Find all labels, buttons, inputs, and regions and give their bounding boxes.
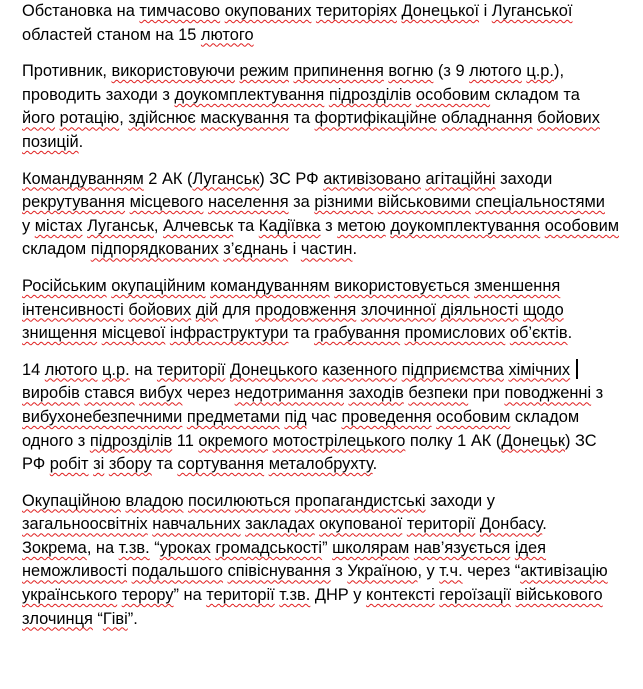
text-segment: через “ (462, 562, 521, 581)
spellcheck-word: з’єднань (223, 240, 289, 259)
spellcheck-word: території (206, 586, 275, 605)
spellcheck-word: щодо (522, 300, 564, 319)
spellcheck-word: особовим (415, 85, 491, 104)
spellcheck-word: місцевої (101, 324, 166, 343)
text-line (22, 0, 640, 24)
text-line (22, 168, 640, 192)
spellcheck-word: стався (84, 384, 135, 403)
spellcheck-word: поводженні (504, 384, 592, 403)
spellcheck-word: мотострілецького (272, 431, 406, 450)
spellcheck-word: підпорядкованих (90, 240, 219, 259)
spellcheck-word: промислових (404, 324, 506, 343)
spellcheck-word: вибух (139, 384, 183, 403)
spellcheck-word: режим (239, 62, 289, 81)
spellcheck-word: частин (300, 240, 353, 259)
text-segment: ”. (127, 609, 138, 628)
spellcheck-word: підрозділів (328, 85, 412, 104)
text-line (22, 275, 640, 299)
text-segment: Противник, (22, 62, 112, 81)
spellcheck-word: співіснування (227, 562, 331, 581)
text-line (22, 490, 640, 514)
spellcheck-word: території (406, 515, 476, 534)
spellcheck-word: героїзації (439, 586, 512, 605)
text-line (22, 322, 640, 346)
text-segment: ), (553, 62, 564, 81)
spellcheck-word: дій (195, 300, 219, 319)
text-segment: через (182, 384, 235, 403)
spellcheck-word: активізацію (520, 562, 608, 581)
spellcheck-word: місцевого (129, 193, 204, 212)
spellcheck-word: лютого (200, 25, 254, 44)
text-segment: . (567, 324, 573, 343)
spellcheck-word: спеціальностями (475, 193, 605, 212)
spellcheck-word: рекрутування (22, 193, 126, 212)
text-segment: РФ (22, 455, 50, 474)
spellcheck-word: населення (207, 193, 289, 212)
text-cursor (576, 359, 578, 379)
text-segment: з (330, 562, 348, 581)
spellcheck-word: навчальних (152, 515, 241, 534)
spellcheck-word: Донецької (401, 2, 480, 20)
spellcheck-word: т.ч. (439, 562, 463, 581)
spellcheck-word: містах (34, 216, 83, 235)
spellcheck-word: лютого (469, 62, 522, 81)
spellcheck-word: вогню (388, 62, 434, 81)
text-segment: 2 АК ( (143, 169, 193, 188)
spellcheck-word: інфраструктури (169, 324, 289, 343)
spellcheck-word: Кадіївка (258, 216, 321, 235)
text-segment: заходи у (425, 491, 495, 510)
spellcheck-word: Донецьк (501, 431, 565, 450)
paragraph-2[interactable] (22, 60, 640, 154)
text-segment: . (78, 132, 84, 151)
text-segment: у (22, 216, 35, 235)
spellcheck-word: окупованої (319, 515, 403, 534)
spellcheck-word: українського (22, 586, 118, 605)
spellcheck-word: Алчевськ (163, 216, 234, 235)
spellcheck-word: активізовано (323, 169, 421, 188)
text-line (22, 430, 640, 454)
spellcheck-word: ц.р. (526, 62, 554, 81)
spellcheck-word: інтенсивності (22, 300, 124, 319)
spellcheck-word: підрозділів (89, 431, 173, 450)
spellcheck-word: безпеки (408, 384, 469, 403)
text-line (22, 299, 640, 323)
spellcheck-word: зменшення (474, 276, 561, 295)
text-segment: полку 1 АК ( (405, 431, 502, 450)
text-line (22, 107, 640, 131)
text-segment: для (218, 300, 256, 319)
spellcheck-word: Донецького (229, 360, 318, 379)
spellcheck-word: різними (314, 193, 374, 212)
document-page[interactable] (22, 0, 640, 644)
spellcheck-word: злочинної (360, 300, 437, 319)
spellcheck-word: діяльності (440, 300, 519, 319)
spellcheck-word: недотримання (234, 384, 344, 403)
text-segment: складом та (490, 85, 580, 104)
spellcheck-word: бойових (128, 300, 192, 319)
text-line (22, 60, 640, 84)
spellcheck-word: нав’язується (413, 538, 511, 557)
spellcheck-word: використовується (334, 276, 470, 295)
spellcheck-word: проведення (341, 407, 432, 426)
spellcheck-word: використовуючи (111, 62, 235, 81)
spellcheck-word: обладнання (441, 109, 533, 128)
spellcheck-word: контексті (366, 586, 435, 605)
text-line (22, 359, 640, 383)
text-segment: і (479, 2, 492, 20)
spellcheck-word: ротацію (59, 109, 120, 128)
spellcheck-word: загальноосвітніх (22, 515, 148, 534)
text-segment: на (129, 360, 157, 379)
text-line (22, 406, 640, 430)
text-segment: заходи (495, 169, 553, 188)
text-line (22, 608, 640, 632)
spellcheck-word: Російським (22, 276, 107, 295)
text-segment: ) ЗС РФ (259, 169, 324, 188)
spellcheck-word: неможливості (22, 562, 128, 581)
text-segment: , на (86, 538, 119, 557)
spellcheck-word: металобрухту (268, 455, 373, 474)
spellcheck-word: агітаційні (425, 169, 496, 188)
text-segment: . (542, 515, 547, 534)
text-segment: ” на (173, 586, 207, 605)
spellcheck-word: предметами (186, 407, 280, 426)
paragraph-5[interactable] (22, 359, 640, 477)
spellcheck-word: посилюються (188, 491, 291, 510)
spellcheck-word: школярам (332, 538, 410, 557)
spellcheck-word: Луганської (491, 2, 573, 20)
spellcheck-word: військового (515, 586, 603, 605)
text-line (22, 84, 640, 108)
text-segment: Обстановка на (22, 2, 140, 20)
text-segment: , (119, 109, 129, 128)
text-line (22, 560, 640, 584)
spellcheck-word: здійснює (128, 109, 196, 128)
spellcheck-word: знищення (22, 324, 98, 343)
spellcheck-word: лютого (44, 360, 98, 379)
spellcheck-word: збору (108, 455, 152, 474)
spellcheck-word: Донбасу (479, 515, 543, 534)
text-line (22, 513, 640, 537)
spellcheck-word: громадськості (215, 538, 323, 557)
spellcheck-word: Гіві (102, 609, 128, 628)
spellcheck-word: його (22, 109, 56, 128)
text-segment: і (288, 240, 301, 259)
text-segment: 11 (172, 431, 199, 450)
text-segment: ) ЗС (565, 431, 597, 450)
text-segment: . (372, 455, 378, 474)
spellcheck-word: владою (125, 491, 184, 510)
text-segment: “ (92, 609, 103, 628)
spellcheck-word: бойових (537, 109, 600, 128)
paragraph-1[interactable] (22, 0, 640, 47)
text-line (22, 24, 640, 48)
text-line (22, 537, 640, 561)
spellcheck-word: робіт (49, 455, 89, 474)
spellcheck-word: об’єктів (509, 324, 568, 343)
text-segment: складом (22, 240, 91, 259)
spellcheck-word: Окупаційною (22, 491, 121, 510)
spellcheck-word: під (284, 407, 307, 426)
spellcheck-word: уроках (159, 538, 211, 557)
text-segment: з (320, 216, 338, 235)
text-segment: та (151, 455, 178, 474)
text-segment: ” (322, 538, 333, 557)
spellcheck-word: пропагандистські (294, 491, 426, 510)
spellcheck-word: доукомплектування (174, 85, 325, 104)
spellcheck-word: метою (337, 216, 386, 235)
spellcheck-word: Україною (347, 562, 418, 581)
spellcheck-word: окупованих (224, 2, 312, 20)
text-segment: (з 9 (433, 62, 470, 81)
text-line (22, 131, 640, 155)
text-segment: 14 (22, 360, 45, 379)
text-line (22, 215, 640, 239)
spellcheck-word: Зокрема (22, 538, 87, 557)
spellcheck-word: Луганськ (192, 169, 260, 188)
text-segment: ДНР у (310, 586, 367, 605)
spellcheck-word: окремого (198, 431, 269, 450)
text-segment: , у (417, 562, 440, 581)
text-segment: з (591, 384, 604, 403)
paragraph-6[interactable] (22, 490, 640, 632)
spellcheck-word: продовження (255, 300, 357, 319)
text-segment: , (153, 216, 163, 235)
spellcheck-word: територіях (315, 2, 397, 20)
text-segment: областей станом на 15 (22, 25, 201, 44)
text-segment: час (306, 407, 342, 426)
text-segment: за (288, 193, 315, 212)
spellcheck-word: окупаційним (111, 276, 206, 295)
spellcheck-word: Командуванням (22, 169, 144, 188)
spellcheck-word: сортування (177, 455, 265, 474)
spellcheck-word: території (156, 360, 226, 379)
text-line (22, 453, 640, 477)
spellcheck-word: позицій (22, 132, 79, 151)
text-line (22, 191, 640, 215)
spellcheck-word: командуванням (210, 276, 330, 295)
text-segment: при (468, 384, 505, 403)
spellcheck-word: закладах (245, 515, 315, 534)
spellcheck-word: фортифікаційне (314, 109, 437, 128)
paragraph-4[interactable] (22, 275, 640, 346)
spellcheck-word: хімічних (508, 360, 571, 379)
spellcheck-word: т.зв. (118, 538, 150, 557)
text-segment: . (352, 240, 357, 259)
spellcheck-word: т.зв. (279, 586, 311, 605)
spellcheck-word: особовим (544, 216, 619, 235)
text-segment: та (233, 216, 259, 235)
spellcheck-word: зі (93, 455, 105, 474)
text-line (22, 238, 640, 262)
spellcheck-word: маскування (200, 109, 290, 128)
text-line (22, 584, 640, 608)
paragraph-3[interactable] (22, 168, 640, 262)
spellcheck-word: вибухонебезпечними (22, 407, 183, 426)
spellcheck-word: терору (121, 586, 174, 605)
spellcheck-word: Луганськ (87, 216, 154, 235)
text-segment: “ (149, 538, 160, 557)
spellcheck-word: військовими (377, 193, 471, 212)
spellcheck-word: тимчасово (139, 2, 221, 20)
spellcheck-word: ідея (514, 538, 547, 557)
spellcheck-word: ц.р. (102, 360, 130, 379)
text-segment: складом (510, 407, 580, 426)
spellcheck-word: особовим (436, 407, 511, 426)
spellcheck-word: підприємства (401, 360, 504, 379)
spellcheck-word: доукомплектування (390, 216, 541, 235)
spellcheck-word: злочинця (22, 609, 93, 628)
text-line (22, 382, 640, 406)
text-segment: проводить заходи з (22, 85, 175, 104)
text-segment: та (288, 324, 314, 343)
spellcheck-word: припинення (293, 62, 384, 81)
spellcheck-word: заходів (348, 384, 404, 403)
spellcheck-word: грабування (314, 324, 401, 343)
spellcheck-word: подальшого (131, 562, 224, 581)
text-segment: одного з (22, 431, 90, 450)
spellcheck-word: казенного (322, 360, 398, 379)
text-segment: та (289, 109, 315, 128)
spellcheck-word: виробів (22, 384, 80, 403)
